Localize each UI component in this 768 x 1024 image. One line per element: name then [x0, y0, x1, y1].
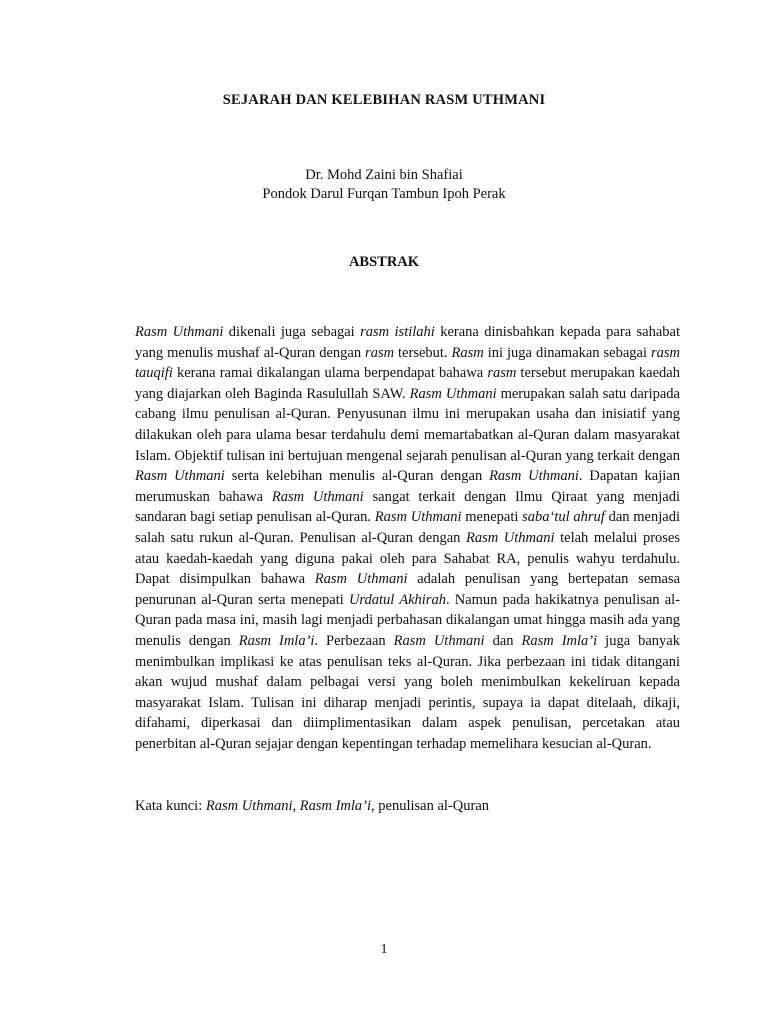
keyword-italic-term: Rasm Uthmani — [205, 798, 293, 814]
abstract-text: tersebut merupakan kaedah yang diajarkan oleh Baginda Rasulullah SAW. — [135, 365, 680, 402]
abstract-italic-term: Urdatul Akhirah — [348, 591, 446, 608]
abstract-body — [135, 322, 680, 754]
abstract-italic-term: Rasm Uthmani — [374, 509, 462, 526]
abstract-text: . Perbezaan — [314, 632, 394, 649]
keyword-items — [206, 798, 489, 814]
abstract-italic-term: Rasm Imla’i — [521, 632, 598, 649]
abstract-italic-term: saba‘tul ahruf — [522, 509, 605, 526]
abstract-italic-term: Rasm Uthmani — [393, 632, 485, 649]
abstract-text: telah melalui proses atau kaedah-kaedah yang diguna pakai oleh para Sahabat RA, penulis wahyu terdahulu. Dapat disimpulkan bahawa — [135, 529, 681, 588]
abstract-italic-term: Rasm Uthmani — [409, 385, 497, 402]
abstract-text: kerana dinisbahkan kepada para sahabat yang menulis mushaf al-Quran dengan — [135, 324, 681, 361]
keyword-italic-term: Rasm Imla’i — [299, 798, 372, 814]
abstract-italic-term: rasm — [487, 365, 517, 382]
abstract-text: juga banyak menimbulkan implikasi ke atas penulisan teks al-Quran. Jika perbezaan ini tidak ditangani akan wujud mushaf dalam pelbagai versi yang boleh menimbulkan kekeliruan kepada masyarakat Islam. Tulisan ini diharap menjadi perintis, supaya ia dapat ditelaah, dikaji, difahami, diperkasai dan diimplimentasikan dalam aspek penulisan, percetakan atau penerbitan al-Quran sejajar dengan kepentingan terhadap memelihara kesucian al-Quran. — [135, 632, 680, 752]
abstract-text: tersebut. — [394, 344, 452, 361]
abstract-text: dan menjadi salah satu rukun al-Quran. Penulisan al-Quran dengan — [135, 509, 680, 546]
page-number: 1 — [380, 942, 388, 957]
keywords-line — [135, 796, 680, 817]
abstract-text: menepati — [461, 509, 523, 526]
abstract-italic-term: rasm istilahi — [360, 324, 435, 340]
abstract-italic-term: Rasm Imla’i — [238, 632, 315, 649]
paper-title: SEJARAH DAN KELEBIHAN RASM UTHMANI — [222, 92, 546, 108]
abstract-italic-term: rasm — [365, 344, 395, 361]
abstract-text: dikenali juga sebagai — [223, 324, 361, 340]
abstract-italic-term: Rasm Uthmani — [135, 324, 224, 340]
author-block — [0, 166, 768, 204]
abstract-text: sangat terkait dengan Ilmu Qiraat yang menjadi sandaran bagi setiap penulisan al-Quran. — [135, 488, 680, 526]
abstract-text: kerana ramai dikalangan ulama berpendapat bahawa — [172, 365, 488, 382]
abstract-italic-term: Rasm Uthmani — [135, 468, 225, 485]
abstract-text: dan — [484, 632, 522, 649]
abstract-text: . Dapatan kajian merumuskan bahawa — [135, 468, 680, 505]
abstract-italic-term: Rasm Uthmani — [271, 488, 364, 505]
author-name: Dr. Mohd Zaini bin Shafiai — [305, 167, 463, 183]
abstract-italic-term: Rasm Uthmani — [489, 468, 579, 485]
abstract-italic-term: Rasm Uthmani — [314, 571, 408, 588]
abstract-heading: ABSTRAK — [348, 254, 420, 270]
abstract-italic-term: Rasm — [451, 344, 484, 361]
abstract-italic-term: rasm tauqifi — [135, 344, 680, 382]
abstract-italic-term: Rasm Uthmani — [465, 529, 555, 546]
keyword-text: , penulisan al-Quran — [371, 798, 490, 814]
abstract-text: . Namun pada hakikatnya penulisan al-Quran pada masa ini, masih lagi menjadi perbahasan dikalangan umat hingga masih ada yang menulis dengan — [135, 591, 680, 649]
author-affiliation: Pondok Darul Furqan Tambun Ipoh Perak — [262, 186, 506, 202]
abstract-text: merupakan salah satu daripada cabang ilmu penulisan al-Quran. Penyusunan ilmu ini merupakan usaha dan inisiatif yang dilakukan oleh para ulama besar terdahulu demi memartabatkan al-Quran dalam masyarakat Islam. Objektif tulisan ini bertujuan mengenal sejarah penulisan al-Quran yang terkait dengan — [135, 385, 680, 464]
abstract-text: adalah penulisan yang bertepatan semasa penurunan al-Quran serta menepati — [135, 571, 680, 608]
keyword-text: , — [292, 798, 300, 814]
abstract-text: ini juga dinamakan sebagai — [483, 344, 651, 361]
keywords-label: Kata kunci: — [135, 798, 206, 814]
abstract-text: serta kelebihan menulis al-Quran dengan — [224, 468, 490, 485]
